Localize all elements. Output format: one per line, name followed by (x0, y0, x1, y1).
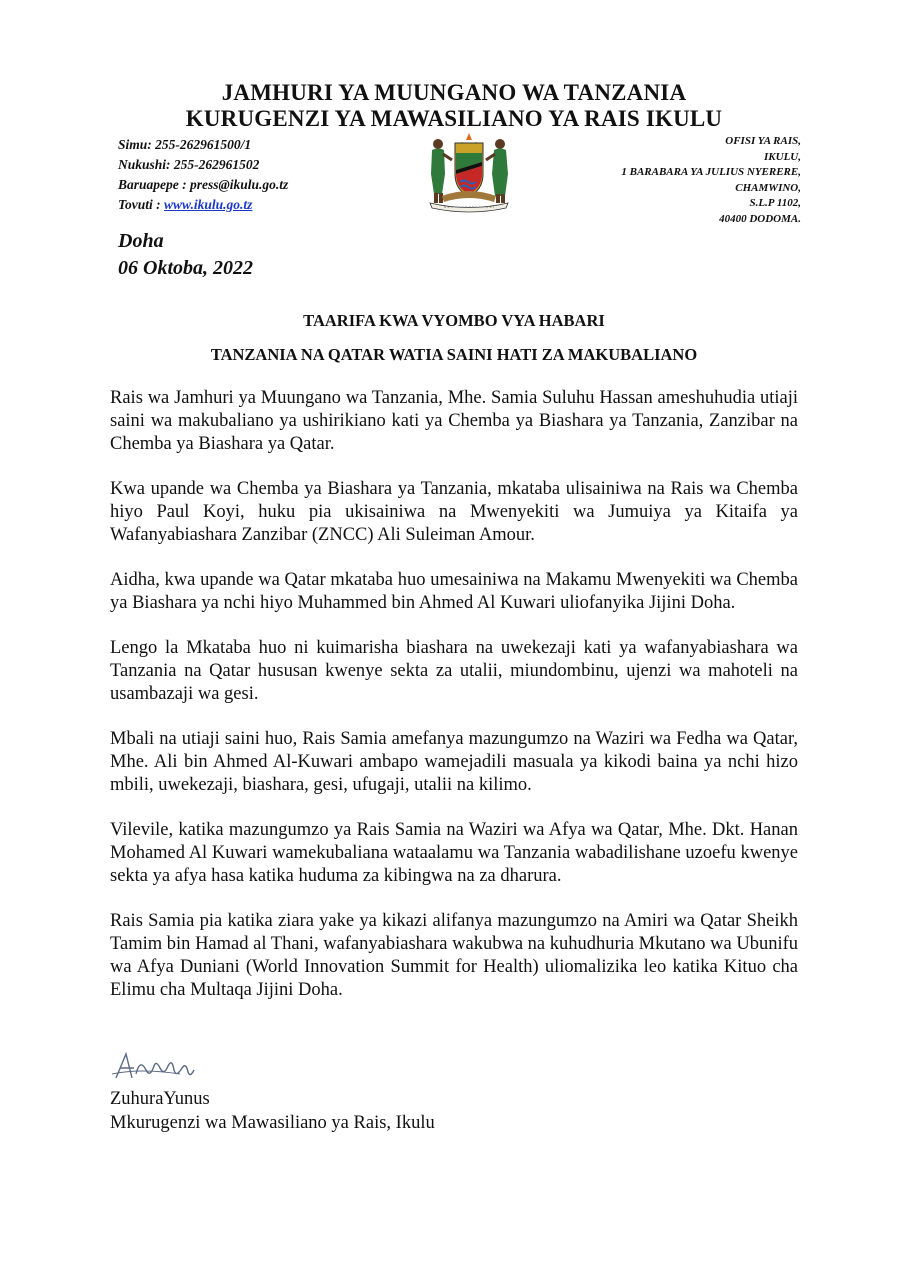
address-line: OFISI YA RAIS, (725, 135, 801, 147)
header-republic-name: JAMHURI YA MUUNGANO WA TANZANIA (221, 80, 687, 105)
header-directorate-name: KURUGENZI YA MAWASILIANO YA RAIS IKULU (185, 106, 723, 131)
body-paragraph: Aidha, kwa upande wa Qatar mkataba huo umesainiwa na Makamu Mwenyekiti wa Chemba ya Biashara ya nchi hiyo Muhammed bin Ahmed Al Kuwari uliofanyika Jijini Doha. (110, 570, 798, 613)
fax-number: Nukushi: 255-262961502 (118, 157, 260, 172)
body-paragraph: Rais wa Jamhuri ya Muungano wa Tanzania, Mhe. Samia Suluhu Hassan ameshuhudia utiaji saini wa makubaliano ya ushirikiano kati ya Chemba ya Biashara ya Tanzania, Zanzibar na Chemba ya Biashara ya Qatar. (110, 388, 798, 454)
signatory-position: Mkurugenzi wa Mawasiliano ya Rais, Ikulu (110, 1113, 435, 1133)
body-paragraph: Lengo la Mkataba huo ni kuimarisha biashara na uwekezaji kati ya wafanyabiashara wa Tanzania na Qatar hususan kwenye sekta za utalii, miundombinu, ujenzi wa mahoteli na usambazaji wa gesi. (110, 638, 798, 704)
place: Doha (118, 230, 164, 252)
website-label: Tovuti : (118, 197, 165, 212)
phone-number: Simu: 255-262961500/1 (118, 137, 252, 152)
address-line: S.L.P 1102, (749, 197, 801, 210)
signatory-name: ZuhuraYunus (110, 1089, 210, 1109)
coat-of-arms-icon (422, 130, 516, 214)
address-line: IKULU, (764, 150, 801, 163)
coat-of-arms-man-figure (431, 139, 452, 203)
address-line: 1 BARABARA YA JULIUS NYERERE, (621, 166, 801, 179)
press-release-subject: TANZANIA NA QATAR WATIA SAINI HATI ZA MAKUBALIANO (210, 345, 698, 364)
coat-of-arms-shield (455, 143, 483, 196)
contact-details (118, 135, 288, 215)
body-paragraph: Rais Samia pia katika ziara yake ya kikazi alifanya mazungumzo na Amiri wa Qatar Sheikh Tamim bin Hamad al Thani, wafanyabiashara wakubwa na kuhudhuria Mkutano wa Ubunifu wa Afya Duniani (World Innovation Summit for Health) uliomalizika leo katika Kituo cha Elimu cha Multaqa Jijini Doha. (110, 911, 798, 1000)
email-address: Baruapepe : press@ikulu.go.tz (118, 177, 289, 192)
address-line: CHAMWINO, (735, 181, 801, 194)
dateline (118, 228, 253, 282)
office-address (621, 134, 801, 228)
signatory (110, 1087, 435, 1135)
website-link[interactable]: www.ikulu.go.tz (164, 197, 253, 212)
press-release-title: TAARIFA KWA VYOMBO VYA HABARI (303, 311, 605, 330)
coat-of-arms-woman-figure (486, 139, 508, 203)
handwritten-signature-icon (110, 1048, 200, 1084)
press-release-body (110, 387, 798, 1024)
website-line (118, 195, 288, 215)
date: 06 Oktoba, 2022 (118, 257, 253, 279)
address-line: 40400 DODOMA. (719, 212, 801, 225)
coat-of-arms-ribbon (430, 203, 508, 212)
body-paragraph: Kwa upande wa Chemba ya Biashara ya Tanzania, mkataba ulisainiwa na Rais wa Chemba hiyo Paul Koyi, huku pia ukisainiwa na Mwenyekiti wa Jumuiya ya Kitaifa ya Wafanyabiashara Zanzibar (ZNCC) Ali Suleiman Amour. (110, 479, 798, 545)
body-paragraph: Vilevile, katika mazungumzo ya Rais Samia na Waziri wa Afya wa Qatar, Mhe. Dkt. Hanan Mohamed Al Kuwari wamekubaliana wataalamu wa Tanzania wabadilishane uzoefu kwenye sekta ya afya hasa katika huduma za kibingwa na za dharura. (110, 820, 798, 886)
body-paragraph: Mbali na utiaji saini huo, Rais Samia amefanya mazungumzo na Waziri wa Fedha wa Qatar, Mhe. Ali bin Ahmed Al-Kuwari ambapo wamejadili masuala ya kikodi baina ya nchi hizo mbili, uwekezaji, biashara, gesi, ufugaji, utalii na kilimo. (110, 729, 798, 795)
